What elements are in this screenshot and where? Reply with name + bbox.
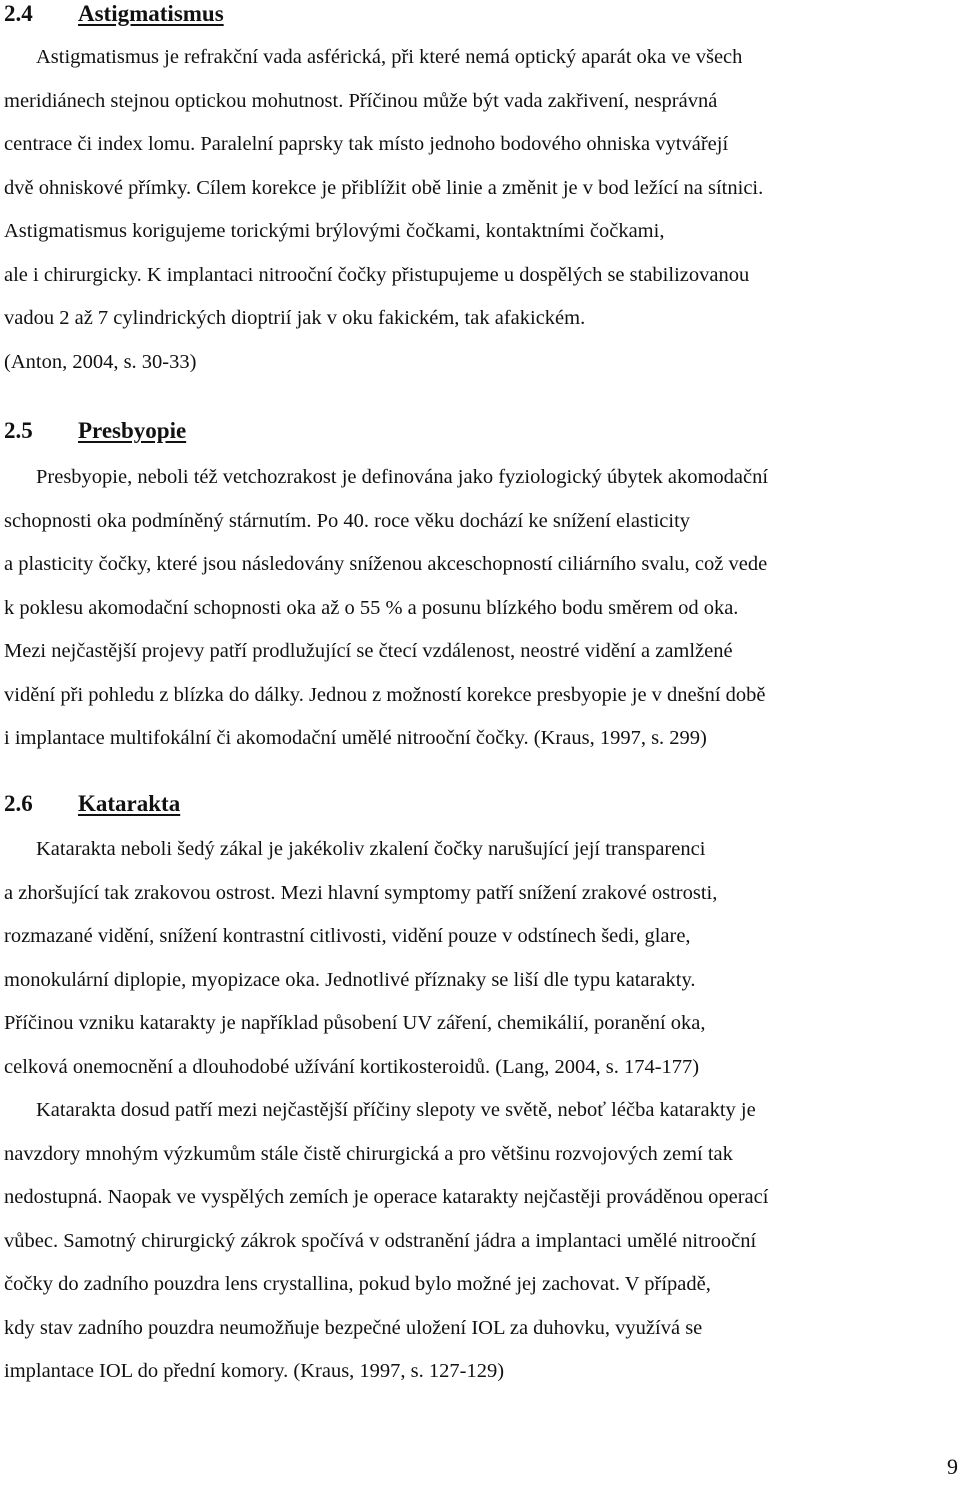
section-heading-astigmatismus: [4, 0, 224, 28]
section-number: 2.4: [4, 1, 33, 26]
section-number: 2.6: [4, 791, 33, 816]
text-line: vadou 2 až 7 cylindrických dioptrií jak v oku fakickém, tak afakickém.: [4, 307, 586, 329]
text-line: Presbyopie, neboli též vetchozrakost je definována jako fyziologický úbytek akomodační: [36, 466, 769, 488]
section-heading-katarakta: [4, 790, 180, 818]
text-line: Katarakta dosud patří mezi nejčastější příčiny slepoty ve světě, neboť léčba katarakty je: [36, 1099, 756, 1121]
text-line: monokulární diplopie, myopizace oka. Jednotlivé příznaky se liší dle typu katarakty.: [4, 968, 696, 991]
text-line: kdy stav zadního pouzdra neumožňuje bezpečné uložení IOL za duhovku, využívá se: [4, 1316, 703, 1339]
section-body-astigmatismus: [4, 36, 763, 384]
text-line: a plasticity čočky, které jsou následovány sníženou akceschopností ciliárního svalu, což vede: [4, 553, 768, 575]
text-line: implantace IOL do přední komory. (Kraus, 1997, s. 127-129): [4, 1360, 505, 1382]
text-line: ale i chirurgicky. K implantaci nitrooční čočky přistupujeme u dospělých se stabilizovanou: [4, 263, 750, 286]
section-body-katarakta: [4, 828, 768, 1394]
text-line: rozmazané vidění, snížení kontrastní citlivosti, vidění pouze v odstínech šedi, glare,: [4, 925, 691, 947]
text-line: celková onemocnění a dlouhodobé užívání kortikosteroidů. (Lang, 2004, s. 174-177): [4, 1055, 700, 1078]
text-line: dvě ohniskové přímky. Cílem korekce je přiblížit obě linie a změnit je v bod ležící na sítnici.: [4, 176, 764, 199]
page-number: 9: [947, 1454, 958, 1479]
section-heading-presbyopie: [4, 417, 186, 445]
text-line: Příčinou vzniku katarakty je například působení UV záření, chemikálií, poranění oka,: [4, 1012, 706, 1034]
text-line: Katarakta neboli šedý zákal je jakékoliv zkalení čočky narušující její transparenci: [36, 838, 706, 860]
text-line: a zhoršující tak zrakovou ostrost. Mezi hlavní symptomy patří snížení zrakové ostrosti,: [4, 881, 718, 904]
section-body-presbyopie: [4, 456, 768, 761]
text-line: vůbec. Samotný chirurgický zákrok spočívá v odstranění jádra a implantaci umělé nitrooční: [4, 1229, 757, 1252]
text-line: k poklesu akomodační schopnosti oka až o 55 % a posunu blízkého bodu směrem od oka.: [4, 596, 739, 619]
text-line: Mezi nejčastější projevy patří prodlužující se čtecí vzdálenost, neostré vidění a zamlžené: [4, 640, 733, 662]
section-number: 2.5: [4, 418, 33, 443]
text-line: (Anton, 2004, s. 30-33): [4, 350, 197, 373]
text-line: čočky do zadního pouzdra lens crystallina, pokud bylo možné jej zachovat. V případě,: [4, 1273, 711, 1295]
text-line: Astigmatismus korigujeme torickými brýlovými čočkami, kontaktními čočkami,: [4, 220, 665, 242]
section-title: Presbyopie: [78, 418, 187, 443]
text-line: schopnosti oka podmíněný stárnutím. Po 40. roce věku dochází ke snížení elasticity: [4, 509, 691, 532]
section-title: Katarakta: [78, 791, 181, 816]
text-line: i implantace multifokální či akomodační umělé nitrooční čočky. (Kraus, 1997, s. 299): [4, 727, 707, 749]
text-line: navzdory mnohým výzkumům stále čistě chirurgická a pro většinu rozvojových zemí tak: [4, 1142, 733, 1165]
text-line: vidění při pohledu z blízka do dálky. Jednou z možností korekce presbyopie je v dnešní době: [4, 683, 766, 706]
section-title: Astigmatismus: [78, 1, 224, 26]
text-line: centrace či index lomu. Paralelní paprsky tak místo jednoho bodového ohniska vytvářejí: [4, 133, 729, 155]
text-line: nedostupná. Naopak ve vyspělých zemích je operace katarakty nejčastěji prováděnou operací: [4, 1186, 769, 1208]
text-line: Astigmatismus je refrakční vada asférická, při které nemá optický aparát oka ve všech: [36, 46, 743, 68]
text-line: meridiánech stejnou optickou mohutnost. Příčinou může být vada zakřivení, nesprávná: [4, 89, 718, 112]
